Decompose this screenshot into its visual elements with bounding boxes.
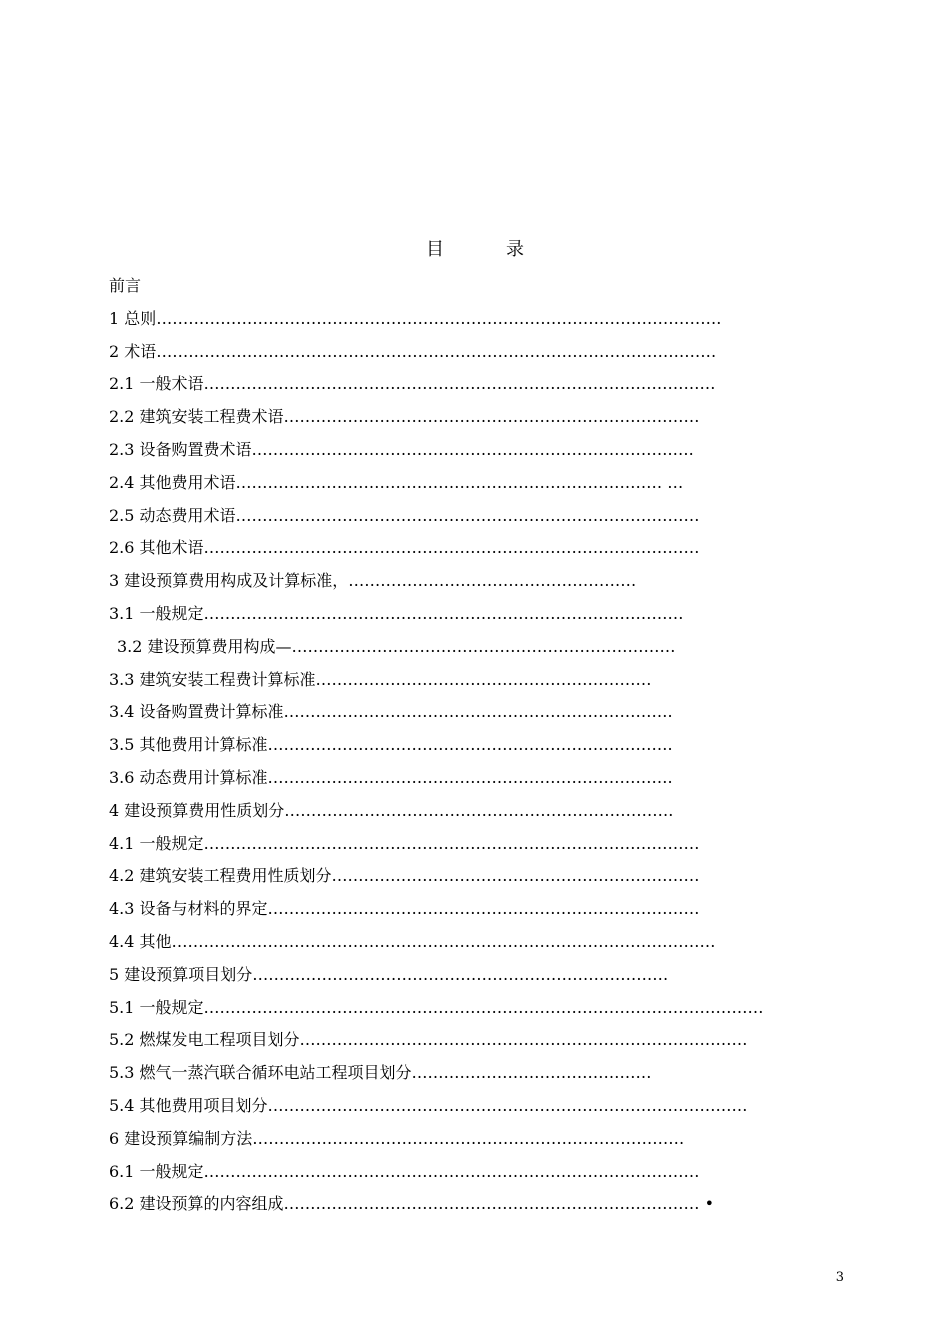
toc-entry[interactable]: 4.1 一般规定………………………………………………………………………………… [109,833,700,853]
toc-entry[interactable]: 2.2 建筑安装工程费术语…………………………………………………………………… [109,407,700,427]
toc-entry[interactable]: 2 术语…………………………………………………………………………………………… [109,341,717,361]
toc-entry[interactable]: 5.3 燃气一蒸汽联合循环电站工程项目划分……………………………………… [109,1063,652,1083]
toc-entry[interactable]: 3 建设预算费用构成及计算标准，……………………………………………… [109,571,637,591]
toc-entry[interactable]: 6.2 建设预算的内容组成…………………………………………………………………… • [109,1194,715,1214]
toc-entry[interactable]: 2.4 其他费用术语……………………………………………………………………‥ … [109,472,684,492]
toc-entry[interactable]: 3.5 其他费用计算标准…………………………………………………………………. [109,735,673,755]
toc-entry[interactable]: 5.4 其他费用项目划分……………………………………………………………………………… [109,1095,748,1115]
toc-entry[interactable]: 5 建设预算项目划分…………………………………………………………………… [109,964,669,984]
toc-entry[interactable]: 2.6 其他术语………………………………………………………………………………… [109,538,700,558]
toc-entry[interactable]: 4.3 设备与材料的界定……………………………………………………………………… [109,899,700,919]
toc-entry[interactable]: 2.1 一般术语…………………………………………………………………………………… [109,374,716,394]
toc-entry[interactable]: 3.4 设备购置费计算标准………………………………………………………………. [109,702,673,722]
page-title: 目 录 [426,239,546,260]
toc-entry[interactable]: 3.6 动态费用计算标准…………………………………………………………………. [109,767,673,787]
toc-entry[interactable]: 5.1 一般规定…………………………………………………………………………………………… [109,997,764,1017]
toc-entry[interactable]: 6 建设预算编制方法……………………………………………………………………… [109,1128,685,1148]
page-number: 3 [835,1270,844,1285]
toc-entry[interactable]: 1 总则……………………………………………………………………………………………. [109,308,722,328]
table-of-contents [109,274,869,1225]
toc-entry[interactable]: 4.2 建筑安装工程费用性质划分…………………………………………………………… [109,866,700,886]
toc-entry[interactable]: 3.2 建设预算费用构成—……………………………………………………………… [117,636,676,656]
toc-entry[interactable]: 3.1 一般规定……………………………………………………………………………… [109,603,684,623]
toc-entry[interactable]: 4.4 其他………………………………………………………………………………………… [109,931,716,951]
toc-entry[interactable]: 2.5 动态费用术语…………………………………………………………………………… [109,505,700,525]
toc-entry[interactable]: 3.3 建筑安装工程费计算标准……………………………………………………… [109,669,652,689]
toc-entry[interactable]: 4 建设预算费用性质划分………………………………………………………………. [109,800,674,820]
toc-entry[interactable]: 2.3 设备购置费术语…………………………………………………………………….…. [109,439,694,459]
toc-entry[interactable]: 6.1 一般规定………………………………………………………………………………… [109,1161,700,1181]
toc-entry[interactable]: 5.2 燃煤发电工程项目划分………………………………………………………………………… [109,1030,748,1050]
toc-entry[interactable]: 前言 [109,276,142,295]
